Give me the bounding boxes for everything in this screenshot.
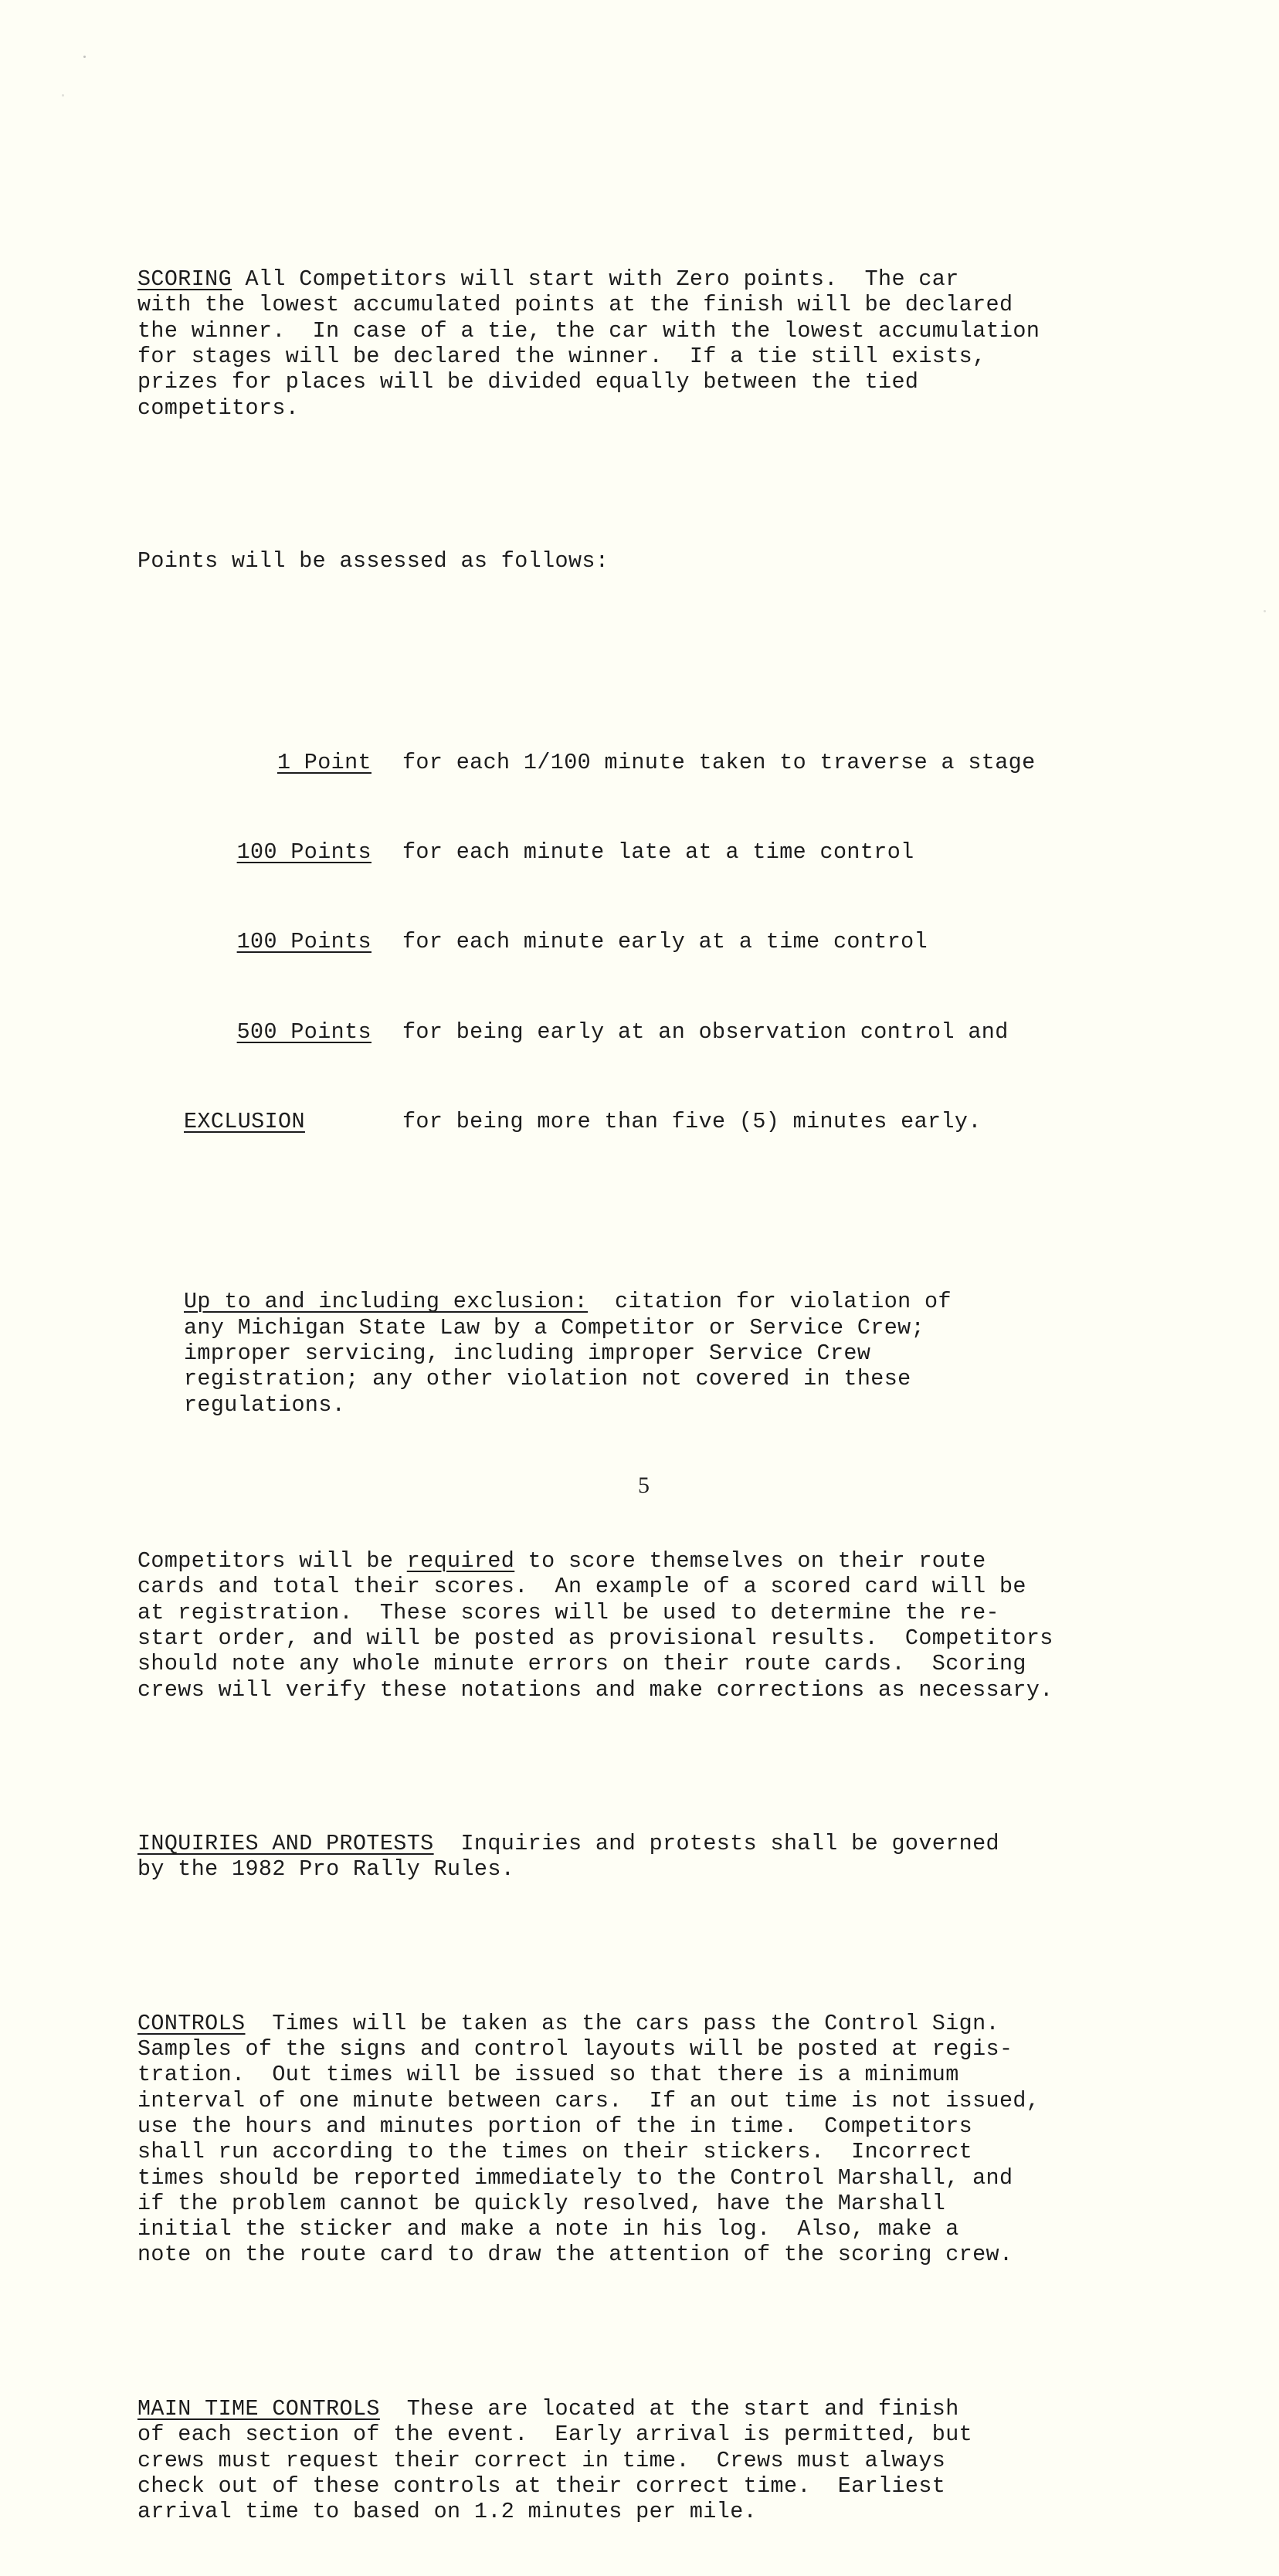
points-row <box>184 1019 1203 1058</box>
scoring-line: competitors. <box>137 395 300 421</box>
inquiries-line: by the 1982 Pro Rally Rules. <box>137 1856 515 1883</box>
self-scoring-line: should note any whole minute errors on their route cards. Scoring <box>137 1651 1026 1677</box>
self-scoring-line: to score themselves on their route <box>514 1548 986 1574</box>
points-description: for each minute late at a time control <box>402 839 914 866</box>
controls-line: interval of one minute between cars. If an out time is not issued, <box>137 2087 1040 2113</box>
self-scoring-section <box>137 1548 1203 1703</box>
points-description: for each minute early at a time control <box>402 929 928 955</box>
points-description: for being early at an observation control and <box>402 1019 1009 1045</box>
self-scoring-prefix: Competitors will be <box>137 1548 407 1574</box>
scoring-line: the winner. In case of a tie, the car with the lowest accumulation <box>137 317 1040 344</box>
paper-speck <box>1264 610 1266 612</box>
points-row <box>184 839 1203 878</box>
exclusion-line: any Michigan State Law by a Competitor or Service Crew; <box>184 1314 925 1341</box>
exclusion-heading: Up to and including exclusion: <box>184 1289 589 1315</box>
points-value: 1 Point <box>276 750 371 776</box>
main-time-controls-line: of each section of the event. Early arrival is permitted, but <box>137 2422 973 2448</box>
main-time-controls-heading: MAIN TIME CONTROLS <box>137 2395 380 2422</box>
required-emphasis: required <box>406 1548 515 1574</box>
inquiries-section <box>137 1831 1203 1883</box>
exclusion-line: improper servicing, including improper Service Crew <box>184 1340 871 1366</box>
controls-section <box>137 2011 1203 2268</box>
inquiries-line: Inquiries and protests shall be governed <box>433 1831 999 1857</box>
points-value: 100 Points <box>236 929 371 955</box>
scoring-line: prizes for places will be divided equally between the tied <box>137 369 919 395</box>
main-time-controls-section <box>137 2396 1203 2524</box>
controls-line: times should be reported immediately to the Control Marshall, and <box>137 2164 1013 2191</box>
controls-heading: CONTROLS <box>137 2010 246 2036</box>
page-number: 5 <box>638 1473 650 1498</box>
main-time-controls-line: arrival time to based on 1.2 minutes per mile. <box>137 2499 758 2525</box>
self-scoring-line: start order, and will be posted as provisional results. Competitors <box>137 1625 1053 1651</box>
paper-speck <box>83 56 86 58</box>
controls-line: use the hours and minutes portion of the in time. Competitors <box>137 2113 973 2139</box>
scoring-line: All Competitors will start with Zero points. The car <box>232 266 959 293</box>
main-time-controls-line: crews must request their correct in time. Crews must always <box>137 2447 946 2473</box>
points-value: 500 Points <box>236 1019 371 1045</box>
points-row <box>184 929 1203 968</box>
assessment-intro: Points will be assessed as follows: <box>137 548 609 575</box>
points-description: for each 1/100 minute taken to traverse a stage <box>402 750 1036 776</box>
controls-line: shall run according to the times on their stickers. Incorrect <box>137 2139 973 2165</box>
controls-line: Samples of the signs and control layouts will be posted at regis- <box>137 2036 1013 2062</box>
exclusion-line: registration; any other violation not covered in these <box>184 1366 911 1392</box>
inquiries-heading: INQUIRIES AND PROTESTS <box>137 1831 434 1857</box>
scoring-line: for stages will be declared the winner. If a tie still exists, <box>137 344 986 370</box>
controls-line: note on the route card to draw the attention of the scoring crew. <box>137 2242 1013 2268</box>
scoring-line: with the lowest accumulated points at the finish will be declared <box>137 292 1013 318</box>
points-description: for being more than five (5) minutes early. <box>402 1108 982 1134</box>
points-row <box>184 1109 1203 1137</box>
points-table <box>184 699 1203 1188</box>
self-scoring-line: cards and total their scores. An example of a scored card will be <box>137 1574 1026 1600</box>
paper-speck <box>62 94 64 97</box>
scoring-heading: SCORING <box>137 266 232 293</box>
scoring-section <box>137 266 1203 421</box>
points-value: 100 Points <box>236 839 371 866</box>
exclusion-line: citation for violation of <box>588 1289 952 1315</box>
document-page <box>137 164 1203 2576</box>
points-value: EXCLUSION <box>184 1108 305 1134</box>
controls-line: if the problem cannot be quickly resolved, have the Marshall <box>137 2190 946 2216</box>
self-scoring-line: crews will verify these notations and make corrections as necessary. <box>137 1676 1053 1703</box>
controls-line: initial the sticker and make a note in his log. Also, make a <box>137 2216 959 2242</box>
controls-line: Times will be taken as the cars pass the Control Sign. <box>245 2010 999 2036</box>
exclusion-line: regulations. <box>184 1391 346 1418</box>
exclusion-block <box>184 1289 1203 1417</box>
main-time-controls-line: These are located at the start and finish <box>379 2395 959 2422</box>
controls-line: tration. Out times will be issued so that there is a minimum <box>137 2062 959 2088</box>
points-row <box>184 750 1203 788</box>
self-scoring-line: at registration. These scores will be used to determine the re- <box>137 1599 999 1625</box>
main-time-controls-line: check out of these controls at their correct time. Earliest <box>137 2473 946 2499</box>
